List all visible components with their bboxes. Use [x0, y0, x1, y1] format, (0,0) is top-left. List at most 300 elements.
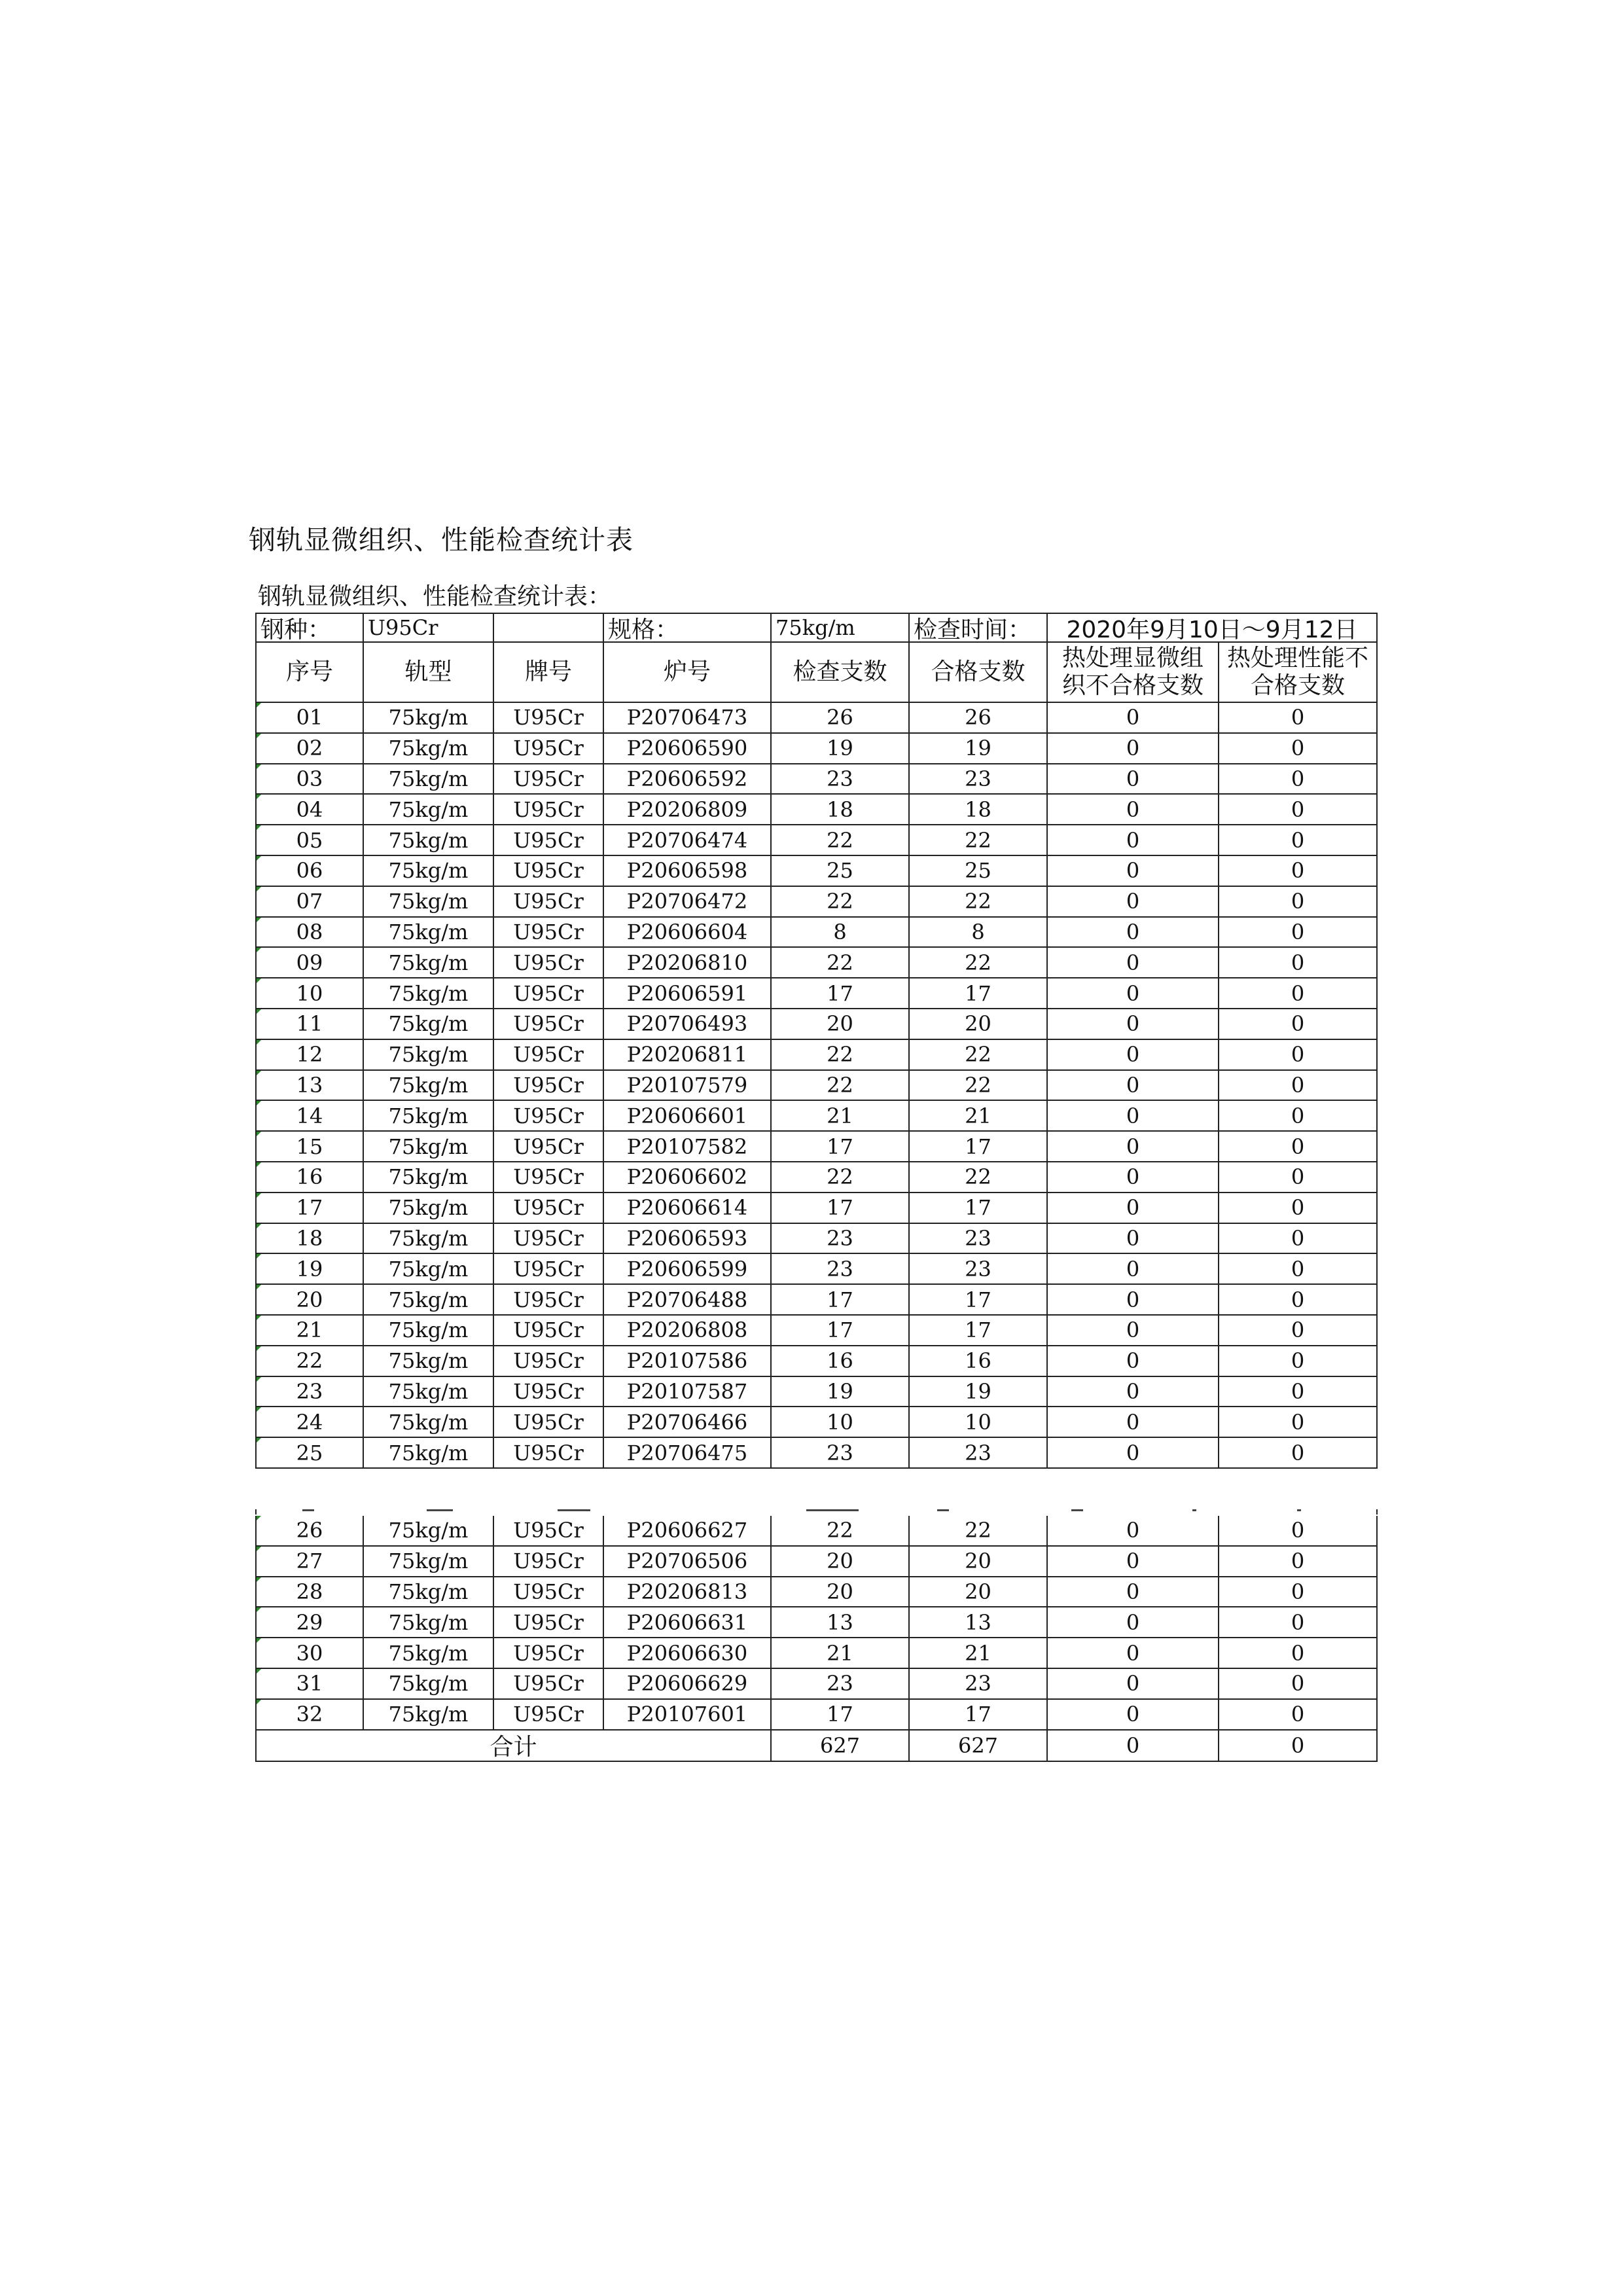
- cell-heat-no: P20706488: [603, 1285, 770, 1316]
- table-row: [255, 948, 1378, 978]
- cell-heat-no: P20606614: [603, 1193, 770, 1224]
- cell-micro-fail: 0: [1046, 1638, 1218, 1669]
- cell-inspected: 23: [770, 764, 908, 795]
- document-title: 钢轨显微组织、性能检查统计表: [249, 524, 633, 556]
- cell-heat-no: P20606591: [603, 978, 770, 1009]
- cell-qualified: 20: [908, 1577, 1046, 1608]
- cell-perf-fail: 0: [1218, 1577, 1378, 1608]
- cell-micro-fail: 0: [1046, 1669, 1218, 1700]
- cell-inspected: 8: [770, 918, 908, 948]
- cell-rail-type: 75kg/m: [363, 1071, 493, 1102]
- header-inspected: 检查支数: [770, 643, 908, 703]
- cell-qualified: 17: [908, 1285, 1046, 1316]
- cell-seq: 01: [255, 703, 363, 734]
- table-row: [255, 764, 1378, 795]
- cell-qualified: 23: [908, 1224, 1046, 1255]
- cell-rail-type: 75kg/m: [363, 1285, 493, 1316]
- cell-inspected: 20: [770, 1577, 908, 1608]
- cell-seq: 32: [255, 1700, 363, 1731]
- cell-grade: U95Cr: [493, 948, 603, 978]
- cell-inspected: 21: [770, 1101, 908, 1132]
- cell-heat-no: P20606599: [603, 1254, 770, 1285]
- cell-grade: U95Cr: [493, 1071, 603, 1102]
- inspection-time-label: 检查时间：: [908, 613, 1046, 643]
- cell-micro-fail: 0: [1046, 1162, 1218, 1193]
- cell-micro-fail: 0: [1046, 978, 1218, 1009]
- table-row: [255, 1071, 1378, 1102]
- cell-heat-no: P20606592: [603, 764, 770, 795]
- cell-qualified: 16: [908, 1346, 1046, 1377]
- table-row: [255, 1577, 1378, 1608]
- cell-inspected: 20: [770, 1009, 908, 1040]
- cell-grade: U95Cr: [493, 1407, 603, 1438]
- table-row: [255, 1162, 1378, 1193]
- header-grade: 牌号: [493, 643, 603, 703]
- cell-perf-fail: 0: [1218, 1101, 1378, 1132]
- cell-micro-fail: 0: [1046, 1254, 1218, 1285]
- cell-micro-fail: 0: [1046, 1438, 1218, 1469]
- cell-inspected: 22: [770, 948, 908, 978]
- table-body-part1: [255, 703, 1378, 1469]
- table-row: [255, 1516, 1378, 1547]
- cut-row-fragment: [255, 1509, 1378, 1515]
- cell-rail-type: 75kg/m: [363, 856, 493, 887]
- table-row: [255, 1669, 1378, 1700]
- table-row: [255, 1193, 1378, 1224]
- cell-micro-fail: 0: [1046, 1516, 1218, 1547]
- cell-perf-fail: 0: [1218, 1346, 1378, 1377]
- cell-grade: U95Cr: [493, 1040, 603, 1071]
- cell-micro-fail: 0: [1046, 918, 1218, 948]
- cell-perf-fail: 0: [1218, 1162, 1378, 1193]
- cell-micro-fail: 0: [1046, 1040, 1218, 1071]
- cell-perf-fail: 0: [1218, 1009, 1378, 1040]
- meta-row: [255, 613, 1378, 643]
- cell-qualified: 19: [908, 734, 1046, 764]
- cell-seq: 03: [255, 764, 363, 795]
- cell-rail-type: 75kg/m: [363, 948, 493, 978]
- cell-seq: 26: [255, 1516, 363, 1547]
- cell-inspected: 22: [770, 1162, 908, 1193]
- cell-inspected: 17: [770, 1193, 908, 1224]
- cell-inspected: 18: [770, 795, 908, 825]
- cell-grade: U95Cr: [493, 1438, 603, 1469]
- cell-seq: 13: [255, 1071, 363, 1102]
- cell-micro-fail: 0: [1046, 1101, 1218, 1132]
- cell-micro-fail: 0: [1046, 703, 1218, 734]
- cell-micro-fail: 0: [1046, 1407, 1218, 1438]
- cell-rail-type: 75kg/m: [363, 1101, 493, 1132]
- cell-inspected: 20: [770, 1547, 908, 1577]
- steel-grade-label: 钢种：: [255, 613, 363, 643]
- cell-micro-fail: 0: [1046, 1547, 1218, 1577]
- cell-perf-fail: 0: [1218, 734, 1378, 764]
- cell-heat-no: P20706466: [603, 1407, 770, 1438]
- total-label: 合计: [255, 1731, 770, 1762]
- cell-perf-fail: 0: [1218, 1254, 1378, 1285]
- cell-heat-no: P20706474: [603, 825, 770, 856]
- cell-grade: U95Cr: [493, 887, 603, 918]
- cell-seq: 29: [255, 1607, 363, 1638]
- cell-rail-type: 75kg/m: [363, 764, 493, 795]
- cell-grade: U95Cr: [493, 1669, 603, 1700]
- cell-seq: 05: [255, 825, 363, 856]
- cell-perf-fail: 0: [1218, 887, 1378, 918]
- cell-seq: 07: [255, 887, 363, 918]
- cell-heat-no: P20107601: [603, 1700, 770, 1731]
- cell-heat-no: P20606631: [603, 1607, 770, 1638]
- cell-seq: 23: [255, 1377, 363, 1408]
- cell-rail-type: 75kg/m: [363, 1346, 493, 1377]
- cell-inspected: 23: [770, 1254, 908, 1285]
- cell-rail-type: 75kg/m: [363, 703, 493, 734]
- cell-grade: U95Cr: [493, 1162, 603, 1193]
- cell-seq: 28: [255, 1577, 363, 1608]
- cell-rail-type: 75kg/m: [363, 1516, 493, 1547]
- cell-inspected: 17: [770, 978, 908, 1009]
- table-row: [255, 795, 1378, 825]
- cell-seq: 15: [255, 1132, 363, 1162]
- cell-micro-fail: 0: [1046, 795, 1218, 825]
- header-seq: 序号: [255, 643, 363, 703]
- cell-micro-fail: 0: [1046, 734, 1218, 764]
- cell-rail-type: 75kg/m: [363, 1577, 493, 1608]
- cell-micro-fail: 0: [1046, 856, 1218, 887]
- cell-seq: 02: [255, 734, 363, 764]
- cell-seq: 19: [255, 1254, 363, 1285]
- table-row: [255, 1254, 1378, 1285]
- cell-perf-fail: 0: [1218, 1700, 1378, 1731]
- page-break-gap: [255, 1469, 1378, 1516]
- table-header: [255, 643, 1378, 703]
- cell-grade: U95Cr: [493, 1700, 603, 1731]
- cell-seq: 20: [255, 1285, 363, 1316]
- header-rail-type: 轨型: [363, 643, 493, 703]
- cell-micro-fail: 0: [1046, 1224, 1218, 1255]
- cell-grade: U95Cr: [493, 764, 603, 795]
- cell-grade: U95Cr: [493, 1346, 603, 1377]
- table-row: [255, 856, 1378, 887]
- cell-qualified: 26: [908, 703, 1046, 734]
- cell-seq: 30: [255, 1638, 363, 1669]
- cell-grade: U95Cr: [493, 1101, 603, 1132]
- cell-qualified: 17: [908, 978, 1046, 1009]
- cell-qualified: 25: [908, 856, 1046, 887]
- cell-seq: 17: [255, 1193, 363, 1224]
- cell-heat-no: P20107582: [603, 1132, 770, 1162]
- cell-rail-type: 75kg/m: [363, 887, 493, 918]
- cell-heat-no: P20606630: [603, 1638, 770, 1669]
- cell-qualified: 17: [908, 1700, 1046, 1731]
- cell-perf-fail: 0: [1218, 795, 1378, 825]
- cell-grade: U95Cr: [493, 703, 603, 734]
- cell-seq: 14: [255, 1101, 363, 1132]
- cell-qualified: 23: [908, 764, 1046, 795]
- cell-seq: 16: [255, 1162, 363, 1193]
- table-row: [255, 734, 1378, 764]
- cell-qualified: 23: [908, 1438, 1046, 1469]
- cell-inspected: 16: [770, 1346, 908, 1377]
- cell-grade: U95Cr: [493, 1285, 603, 1316]
- cell-micro-fail: 0: [1046, 1346, 1218, 1377]
- cell-rail-type: 75kg/m: [363, 795, 493, 825]
- cell-grade: U95Cr: [493, 978, 603, 1009]
- cell-seq: 22: [255, 1346, 363, 1377]
- cell-perf-fail: 0: [1218, 1285, 1378, 1316]
- cell-rail-type: 75kg/m: [363, 1162, 493, 1193]
- table-row: [255, 978, 1378, 1009]
- cell-grade: U95Cr: [493, 795, 603, 825]
- cell-micro-fail: 0: [1046, 1193, 1218, 1224]
- cell-heat-no: P20107579: [603, 1071, 770, 1102]
- cell-rail-type: 75kg/m: [363, 1438, 493, 1469]
- cell-grade: U95Cr: [493, 918, 603, 948]
- cell-rail-type: 75kg/m: [363, 1009, 493, 1040]
- cell-heat-no: P20606593: [603, 1224, 770, 1255]
- cell-rail-type: 75kg/m: [363, 825, 493, 856]
- cell-inspected: 17: [770, 1132, 908, 1162]
- cell-grade: U95Cr: [493, 1132, 603, 1162]
- cell-perf-fail: 0: [1218, 1407, 1378, 1438]
- header-qualified: 合格支数: [908, 643, 1046, 703]
- table-row: [255, 1224, 1378, 1255]
- cell-qualified: 22: [908, 1516, 1046, 1547]
- cell-inspected: 23: [770, 1669, 908, 1700]
- cell-qualified: 20: [908, 1547, 1046, 1577]
- table-row: [255, 1132, 1378, 1162]
- cell-qualified: 20: [908, 1009, 1046, 1040]
- cell-qualified: 22: [908, 948, 1046, 978]
- inspection-time-value: 2020年9月10日～9月12日: [1046, 613, 1378, 643]
- cell-rail-type: 75kg/m: [363, 1377, 493, 1408]
- cell-heat-no: P20606629: [603, 1669, 770, 1700]
- table-row: [255, 1547, 1378, 1577]
- cell-heat-no: P20706475: [603, 1438, 770, 1469]
- cell-rail-type: 75kg/m: [363, 1607, 493, 1638]
- total-qualified: 627: [908, 1731, 1046, 1762]
- cell-rail-type: 75kg/m: [363, 1669, 493, 1700]
- cell-inspected: 10: [770, 1407, 908, 1438]
- cell-grade: U95Cr: [493, 1607, 603, 1638]
- cell-heat-no: P20206810: [603, 948, 770, 978]
- cell-rail-type: 75kg/m: [363, 1193, 493, 1224]
- cell-inspected: 19: [770, 1377, 908, 1408]
- total-row: [255, 1731, 1378, 1762]
- cell-micro-fail: 0: [1046, 1607, 1218, 1638]
- cell-qualified: 22: [908, 1071, 1046, 1102]
- cell-grade: U95Cr: [493, 734, 603, 764]
- cell-micro-fail: 0: [1046, 764, 1218, 795]
- cell-perf-fail: 0: [1218, 1316, 1378, 1346]
- table-row: [255, 1009, 1378, 1040]
- cell-qualified: 17: [908, 1316, 1046, 1346]
- cell-rail-type: 75kg/m: [363, 1547, 493, 1577]
- steel-grade-value: U95Cr: [363, 613, 493, 643]
- cell-perf-fail: 0: [1218, 1516, 1378, 1547]
- cell-heat-no: P20107587: [603, 1377, 770, 1408]
- header-heat-no: 炉号: [603, 643, 770, 703]
- cell-inspected: 22: [770, 1071, 908, 1102]
- cell-qualified: 10: [908, 1407, 1046, 1438]
- cell-perf-fail: 0: [1218, 978, 1378, 1009]
- table-row: [255, 1316, 1378, 1346]
- cell-seq: 12: [255, 1040, 363, 1071]
- cell-inspected: 13: [770, 1607, 908, 1638]
- spec-value: 75kg/m: [770, 613, 908, 643]
- cell-seq: 06: [255, 856, 363, 887]
- table-row: [255, 1638, 1378, 1669]
- cell-heat-no: P20606627: [603, 1516, 770, 1547]
- cell-qualified: 17: [908, 1132, 1046, 1162]
- cell-inspected: 21: [770, 1638, 908, 1669]
- table-row: [255, 1346, 1378, 1377]
- cell-heat-no: P20206809: [603, 795, 770, 825]
- cell-perf-fail: 0: [1218, 1377, 1378, 1408]
- cell-heat-no: P20706472: [603, 887, 770, 918]
- cell-qualified: 8: [908, 918, 1046, 948]
- cell-rail-type: 75kg/m: [363, 734, 493, 764]
- cell-grade: U95Cr: [493, 1316, 603, 1346]
- cell-seq: 21: [255, 1316, 363, 1346]
- cell-micro-fail: 0: [1046, 825, 1218, 856]
- cell-grade: U95Cr: [493, 1377, 603, 1408]
- cell-qualified: 22: [908, 1040, 1046, 1071]
- cell-seq: 04: [255, 795, 363, 825]
- cell-qualified: 22: [908, 825, 1046, 856]
- cell-perf-fail: 0: [1218, 1607, 1378, 1638]
- cell-qualified: 22: [908, 887, 1046, 918]
- cell-heat-no: P20706473: [603, 703, 770, 734]
- cell-perf-fail: 0: [1218, 825, 1378, 856]
- cell-inspected: 17: [770, 1316, 908, 1346]
- sheet-caption: 钢轨显微组织、性能检查统计表：: [258, 583, 612, 610]
- table-row: [255, 1607, 1378, 1638]
- cell-perf-fail: 0: [1218, 1132, 1378, 1162]
- cell-grade: U95Cr: [493, 1224, 603, 1255]
- cell-micro-fail: 0: [1046, 1132, 1218, 1162]
- table-row: [255, 825, 1378, 856]
- cell-micro-fail: 0: [1046, 1700, 1218, 1731]
- cell-micro-fail: 0: [1046, 1285, 1218, 1316]
- cell-grade: U95Cr: [493, 856, 603, 887]
- cell-heat-no: P20606590: [603, 734, 770, 764]
- cell-qualified: 21: [908, 1101, 1046, 1132]
- cell-inspected: 17: [770, 1700, 908, 1731]
- cell-rail-type: 75kg/m: [363, 918, 493, 948]
- table-body-part2: [255, 1516, 1378, 1731]
- cell-grade: U95Cr: [493, 825, 603, 856]
- cell-inspected: 23: [770, 1224, 908, 1255]
- spec-label: 规格：: [603, 613, 770, 643]
- cell-seq: 08: [255, 918, 363, 948]
- cell-qualified: 18: [908, 795, 1046, 825]
- cell-rail-type: 75kg/m: [363, 1132, 493, 1162]
- cell-inspected: 22: [770, 1516, 908, 1547]
- cell-inspected: 17: [770, 1285, 908, 1316]
- cell-heat-no: P20706506: [603, 1547, 770, 1577]
- cell-rail-type: 75kg/m: [363, 978, 493, 1009]
- cell-heat-no: P20206813: [603, 1577, 770, 1608]
- cell-grade: U95Cr: [493, 1638, 603, 1669]
- cell-micro-fail: 0: [1046, 948, 1218, 978]
- cell-rail-type: 75kg/m: [363, 1638, 493, 1669]
- table-row: [255, 1407, 1378, 1438]
- cell-seq: 10: [255, 978, 363, 1009]
- table-row: [255, 703, 1378, 734]
- cell-perf-fail: 0: [1218, 1438, 1378, 1469]
- cell-heat-no: P20706493: [603, 1009, 770, 1040]
- cell-perf-fail: 0: [1218, 1547, 1378, 1577]
- cell-rail-type: 75kg/m: [363, 1700, 493, 1731]
- cell-inspected: 23: [770, 1438, 908, 1469]
- cell-qualified: 23: [908, 1669, 1046, 1700]
- cell-heat-no: P20206811: [603, 1040, 770, 1071]
- cell-perf-fail: 0: [1218, 703, 1378, 734]
- table-row: [255, 887, 1378, 918]
- cell-grade: U95Cr: [493, 1516, 603, 1547]
- statistics-sheet: [255, 581, 1378, 1762]
- cell-grade: U95Cr: [493, 1254, 603, 1285]
- cell-inspected: 19: [770, 734, 908, 764]
- cell-perf-fail: 0: [1218, 1193, 1378, 1224]
- cell-seq: 24: [255, 1407, 363, 1438]
- table-row: [255, 1377, 1378, 1408]
- cell-heat-no: P20606598: [603, 856, 770, 887]
- cell-grade: U95Cr: [493, 1009, 603, 1040]
- total-perf-fail: 0: [1218, 1731, 1378, 1762]
- cell-micro-fail: 0: [1046, 1577, 1218, 1608]
- cell-seq: 11: [255, 1009, 363, 1040]
- cell-inspected: 26: [770, 703, 908, 734]
- cell-grade: U95Cr: [493, 1547, 603, 1577]
- cell-inspected: 22: [770, 887, 908, 918]
- cell-seq: 18: [255, 1224, 363, 1255]
- cell-seq: 31: [255, 1669, 363, 1700]
- cell-micro-fail: 0: [1046, 887, 1218, 918]
- cell-inspected: 22: [770, 825, 908, 856]
- cell-qualified: 19: [908, 1377, 1046, 1408]
- table-row: [255, 1700, 1378, 1731]
- header-perf-fail: 热处理性能不合格支数: [1218, 643, 1378, 703]
- cell-micro-fail: 0: [1046, 1377, 1218, 1408]
- cell-seq: 25: [255, 1438, 363, 1469]
- cell-micro-fail: 0: [1046, 1009, 1218, 1040]
- cell-perf-fail: 0: [1218, 1224, 1378, 1255]
- total-micro-fail: 0: [1046, 1731, 1218, 1762]
- cell-grade: U95Cr: [493, 1577, 603, 1608]
- cell-rail-type: 75kg/m: [363, 1254, 493, 1285]
- header-micro-fail: 热处理显微组织不合格支数: [1046, 643, 1218, 703]
- cell-seq: 09: [255, 948, 363, 978]
- cell-perf-fail: 0: [1218, 856, 1378, 887]
- cell-perf-fail: 0: [1218, 764, 1378, 795]
- cell-perf-fail: 0: [1218, 948, 1378, 978]
- table-row: [255, 1438, 1378, 1469]
- cell-inspected: 25: [770, 856, 908, 887]
- table-row: [255, 1285, 1378, 1316]
- cell-heat-no: P20107586: [603, 1346, 770, 1377]
- table-row: [255, 1040, 1378, 1071]
- cell-rail-type: 75kg/m: [363, 1407, 493, 1438]
- meta-empty-cell: [493, 613, 603, 643]
- cell-micro-fail: 0: [1046, 1316, 1218, 1346]
- cell-grade: U95Cr: [493, 1193, 603, 1224]
- table-row: [255, 1101, 1378, 1132]
- table-row: [255, 918, 1378, 948]
- cell-rail-type: 75kg/m: [363, 1316, 493, 1346]
- cell-perf-fail: 0: [1218, 1669, 1378, 1700]
- cell-inspected: 22: [770, 1040, 908, 1071]
